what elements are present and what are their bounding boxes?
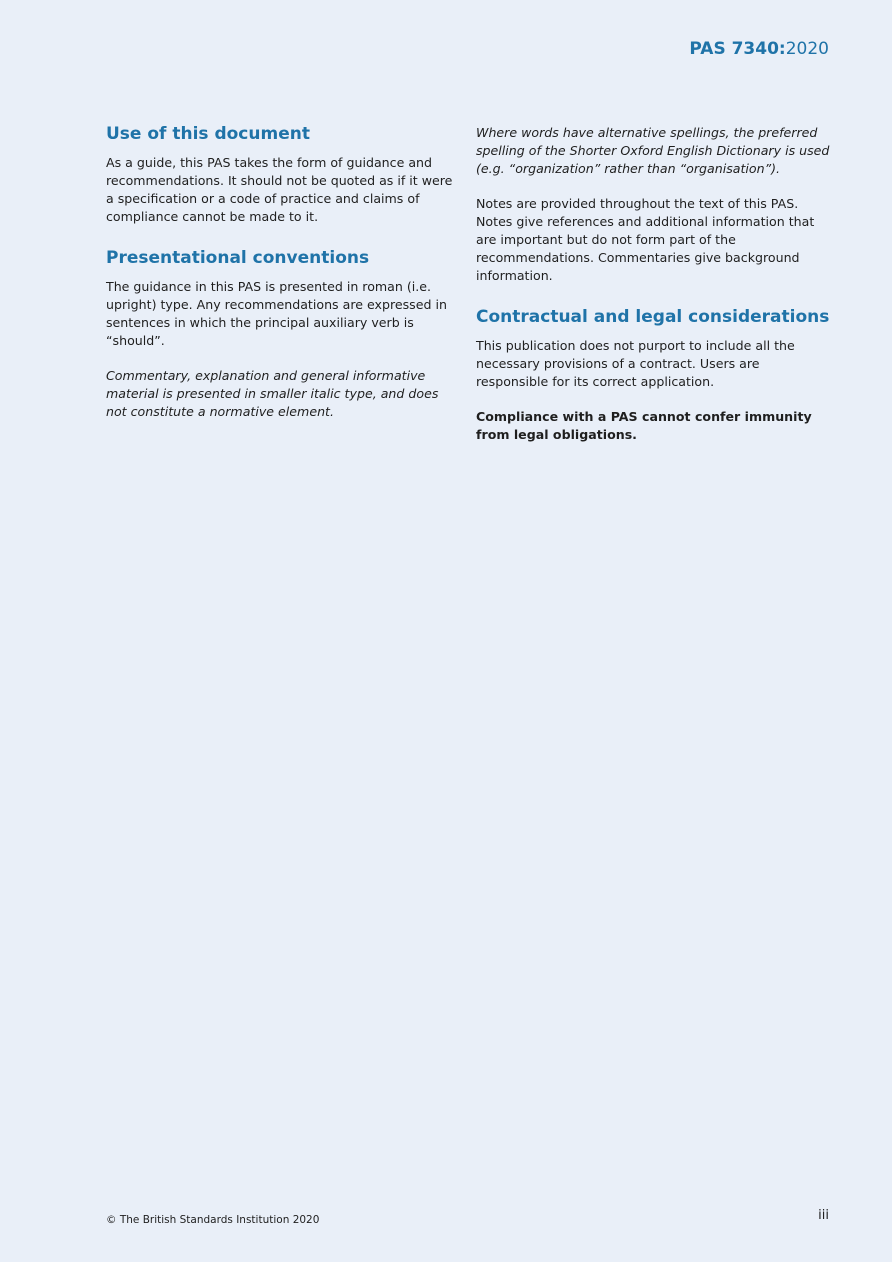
spelling-text: Where words have alternative spellings, the preferred spelling of the Shorter Oxford English Dictionary is used (e.g. “organization” rather than “organisation”). — [476, 125, 830, 176]
presentational-conventions-text: The guidance in this PAS is presented in roman (i.e. upright) type. Any recommendations are expressed in sentences in which the principal auxiliary verb is “should”. — [106, 279, 447, 348]
page-number: iii — [818, 1208, 829, 1223]
footer-copyright: © The British Standards Institution 2020 — [106, 1214, 320, 1226]
use-of-document-text: As a guide, this PAS takes the form of guidance and recommendations. It should not be quoted as if it were a specification or a code of practice and claims of compliance cannot be made to it. — [106, 155, 453, 224]
contractual-legal-heading: Contractual and legal considerations — [476, 307, 830, 327]
presentational-conventions-heading: Presentational conventions — [106, 248, 370, 268]
notes-text: Notes are provided throughout the text of this PAS. Notes give references and additional information that are important but do not form part of the recommendations. Commentaries give background information. — [476, 196, 815, 283]
commentary-text: Commentary, explanation and general informative material is presented in smaller italic type, and does not constitute a normative element. — [106, 368, 439, 419]
contractual-legal-text: This publication does not purport to include all the necessary provisions of a contract. Users are responsible for its correct application. — [476, 338, 795, 389]
document-code — [689, 39, 829, 59]
compliance-text: Compliance with a PAS cannot confer immunity from legal obligations. — [476, 409, 812, 442]
left-column — [106, 124, 462, 438]
right-column — [476, 124, 832, 461]
use-of-document-heading: Use of this document — [106, 124, 310, 144]
document-code-year: 2020 — [785, 39, 829, 59]
document-code-number: PAS 7340: — [689, 39, 786, 59]
